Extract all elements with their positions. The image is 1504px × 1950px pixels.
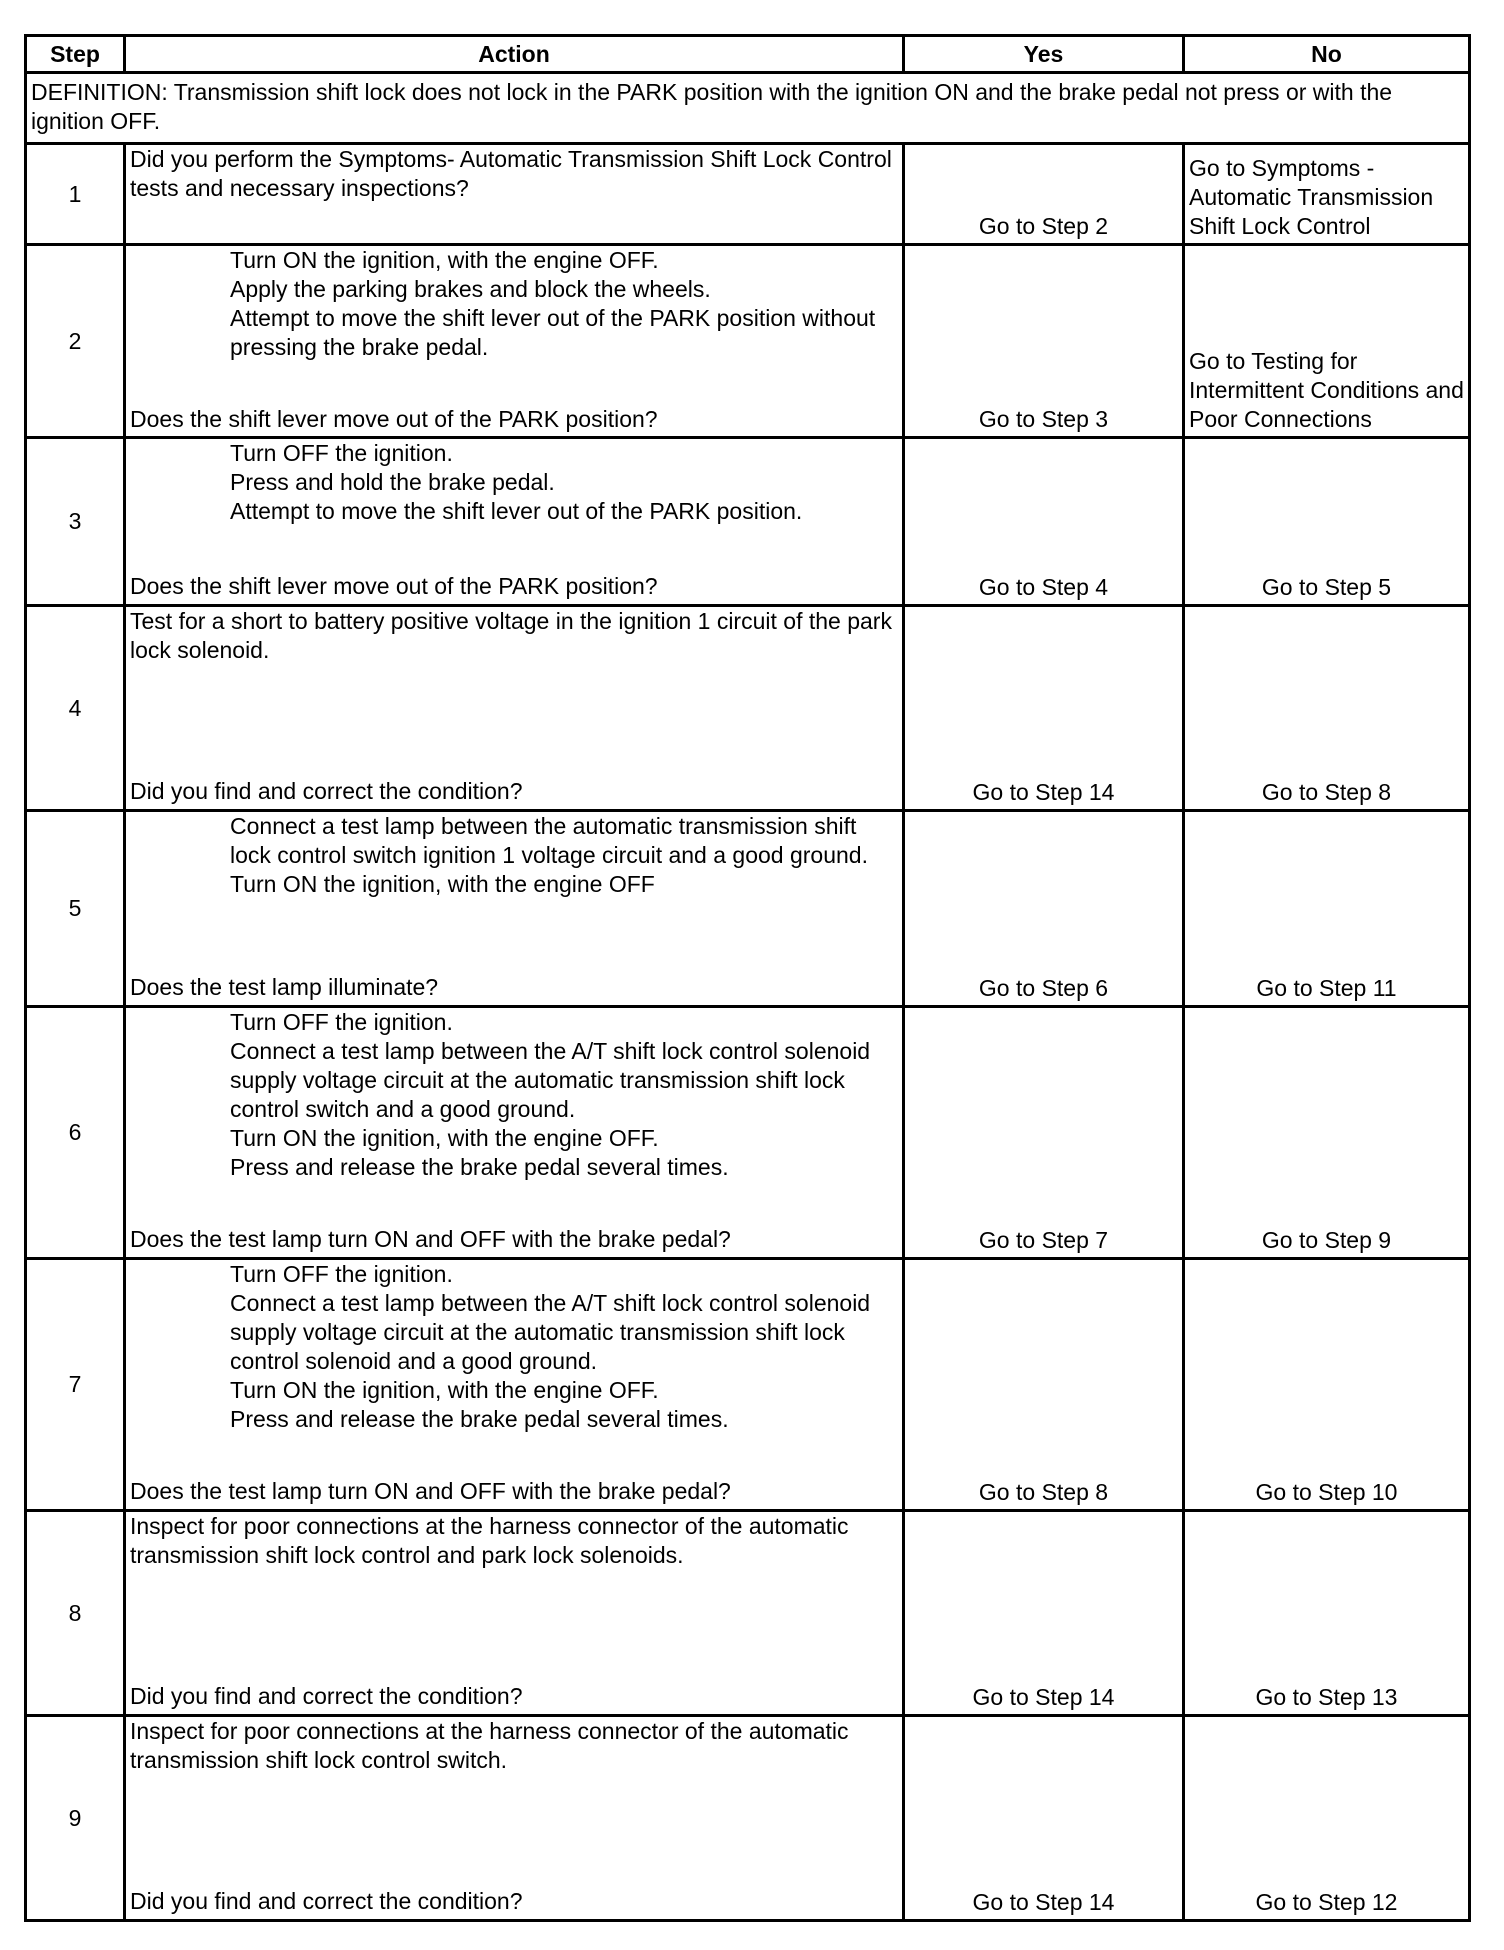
yes-cell: Go to Step 6	[904, 811, 1184, 1007]
action-cell	[125, 1007, 904, 1259]
action-cell	[125, 1511, 904, 1716]
yes-cell: Go to Step 14	[904, 1511, 1184, 1716]
yes-cell: Go to Step 4	[904, 438, 1184, 606]
yes-cell: Go to Step 14	[904, 1716, 1184, 1921]
no-cell: Go to Step 9	[1184, 1007, 1470, 1259]
no-cell: Go to Step 8	[1184, 606, 1470, 811]
header-yes: Yes	[904, 36, 1184, 73]
header-row	[26, 36, 1470, 73]
lead-text: Test for a short to battery positive voltage in the ignition 1 circuit of the park lock solenoid.	[130, 608, 892, 663]
instruction-line: Connect a test lamp between the automatic transmission shift lock control switch ignition 1 voltage circuit and a good ground.	[230, 813, 868, 868]
diagnostic-table	[24, 34, 1471, 1922]
definition-row	[26, 73, 1470, 144]
action-cell	[125, 811, 904, 1007]
question-text: Does the shift lever move out of the PARK position?	[130, 406, 658, 432]
question-text: Does the test lamp turn ON and OFF with the brake pedal?	[130, 1226, 731, 1252]
instruction-line: Connect a test lamp between the A/T shift lock control solenoid supply voltage circuit at the automatic transmission shift lock control solenoid and a good ground.	[230, 1290, 871, 1374]
table-row	[26, 1716, 1470, 1921]
instruction-line: Turn OFF the ignition.	[230, 1261, 453, 1287]
table-row	[26, 1259, 1470, 1511]
table-row	[26, 245, 1470, 438]
instruction-line: Turn ON the ignition, with the engine OFF.	[230, 247, 659, 273]
action-cell	[125, 438, 904, 606]
header-action: Action	[125, 36, 904, 73]
step-number: 5	[26, 811, 125, 1007]
no-cell: Go to Step 13	[1184, 1511, 1470, 1716]
yes-cell: Go to Step 8	[904, 1259, 1184, 1511]
yes-cell: Go to Step 14	[904, 606, 1184, 811]
step-number: 1	[26, 144, 125, 245]
action-cell	[125, 144, 904, 245]
table-row	[26, 606, 1470, 811]
question-text: Did you perform the Symptoms- Automatic Transmission Shift Lock Control tests and necessary inspections?	[130, 146, 892, 201]
action-cell	[125, 245, 904, 438]
step-number: 9	[26, 1716, 125, 1921]
table-row	[26, 811, 1470, 1007]
question-text: Did you find and correct the condition?	[130, 778, 523, 804]
instruction-line: Turn OFF the ignition.	[230, 1009, 453, 1035]
instruction-line: Press and hold the brake pedal.	[230, 469, 555, 495]
question-text: Did you find and correct the condition?	[130, 1888, 523, 1914]
no-cell: Go to Step 10	[1184, 1259, 1470, 1511]
table-row	[26, 144, 1470, 245]
instruction-line: Connect a test lamp between the A/T shift lock control solenoid supply voltage circuit at the automatic transmission shift lock control switch and a good ground.	[230, 1038, 871, 1122]
no-cell: Go to Testing for Intermittent Conditions and Poor Connections	[1184, 245, 1470, 438]
no-cell: Go to Step 12	[1184, 1716, 1470, 1921]
action-cell	[125, 606, 904, 811]
instruction-line: Turn ON the ignition, with the engine OFF.	[230, 1377, 659, 1403]
no-cell: Go to Symptoms - Automatic Transmission Shift Lock Control	[1184, 144, 1470, 245]
yes-cell: Go to Step 7	[904, 1007, 1184, 1259]
lead-text: Inspect for poor connections at the harness connector of the automatic transmission shift lock control and park lock solenoids.	[130, 1513, 849, 1568]
instruction-line: Turn ON the ignition, with the engine OFF.	[230, 1125, 659, 1151]
step-number: 2	[26, 245, 125, 438]
no-cell: Go to Step 11	[1184, 811, 1470, 1007]
instruction-line: Apply the parking brakes and block the wheels.	[230, 276, 711, 302]
question-text: Does the shift lever move out of the PARK position?	[130, 573, 658, 599]
step-number: 3	[26, 438, 125, 606]
step-number: 4	[26, 606, 125, 811]
action-cell	[125, 1259, 904, 1511]
step-number: 6	[26, 1007, 125, 1259]
instruction-line: Press and release the brake pedal several times.	[230, 1406, 729, 1432]
definition-text: DEFINITION: Transmission shift lock does not lock in the PARK position with the ignition ON and the brake pedal not press or with the ignition OFF.	[26, 73, 1470, 144]
instruction-line: Press and release the brake pedal several times.	[230, 1154, 729, 1180]
table-row	[26, 1007, 1470, 1259]
question-text: Did you find and correct the condition?	[130, 1683, 523, 1709]
question-text: Does the test lamp turn ON and OFF with the brake pedal?	[130, 1478, 731, 1504]
instruction-line: Attempt to move the shift lever out of the PARK position without pressing the brake pedal.	[230, 305, 876, 360]
action-cell	[125, 1716, 904, 1921]
table-row	[26, 1511, 1470, 1716]
no-cell: Go to Step 5	[1184, 438, 1470, 606]
instruction-line: Turn OFF the ignition.	[230, 440, 453, 466]
step-number: 7	[26, 1259, 125, 1511]
question-text: Does the test lamp illuminate?	[130, 974, 439, 1000]
lead-text: Inspect for poor connections at the harness connector of the automatic transmission shift lock control switch.	[130, 1718, 849, 1773]
table-row	[26, 438, 1470, 606]
step-number: 8	[26, 1511, 125, 1716]
yes-cell: Go to Step 3	[904, 245, 1184, 438]
header-step: Step	[26, 36, 125, 73]
header-no: No	[1184, 36, 1470, 73]
instruction-line: Attempt to move the shift lever out of the PARK position.	[230, 498, 803, 524]
yes-cell: Go to Step 2	[904, 144, 1184, 245]
instruction-line: Turn ON the ignition, with the engine OFF	[230, 871, 655, 897]
